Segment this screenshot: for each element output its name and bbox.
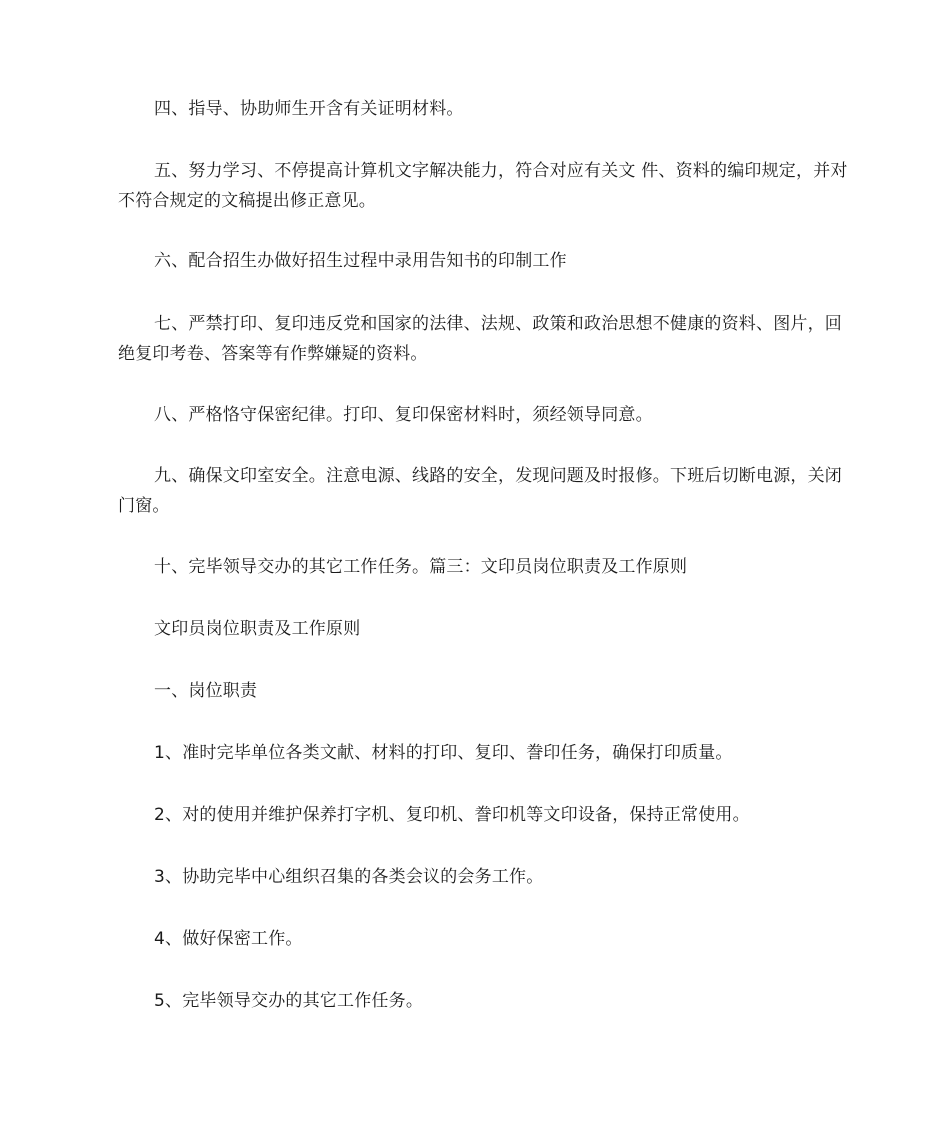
paragraph-7: 七、严禁打印、复印违反党和国家的法律、法规、政策和政治思想不健康的资料、图片，回绝复印考卷、答案等有作弊嫌疑的资料。 — [118, 314, 842, 364]
paragraph-9: 九、确保文印室安全。注意电源、线路的安全，发现问题及时报修。下班后切断电源，关闭门窗。 — [118, 466, 842, 516]
paragraph-10: 十、完毕领导交办的其它工作任务。篇三：文印员岗位职责及工作原则 — [154, 557, 688, 577]
duty-item-4: 4、做好保密工作。 — [154, 929, 303, 949]
duty-item-1: 1、准时完毕单位各类文献、材料的打印、复印、誊印任务，确保打印质量。 — [154, 743, 733, 763]
paragraph-6: 六、配合招生办做好招生过程中录用告知书的印制工作 — [154, 251, 567, 271]
paragraph-4: 四、指导、协助师生开含有关证明材料。 — [154, 99, 464, 119]
paragraph-8: 八、严格恪守保密纪律。打印、复印保密材料时，须经领导同意。 — [154, 405, 653, 425]
section-heading-duties: 一、岗位职责 — [154, 681, 258, 701]
duty-item-5: 5、完毕领导交办的其它工作任务。 — [154, 991, 424, 1011]
duty-item-2: 2、对的使用并维护保养打字机、复印机、誊印机等文印设备，保持正常使用。 — [154, 805, 750, 825]
paragraph-5: 五、努力学习、不停提高计算机文字解决能力，符合对应有关文 件、资料的编印规定，并对不符合规定的文稿提出修正意见。 — [118, 161, 848, 211]
section-title: 文印员岗位职责及工作原则 — [154, 619, 361, 639]
duty-item-3: 3、协助完毕中心组织召集的各类会议的会务工作。 — [154, 867, 544, 887]
